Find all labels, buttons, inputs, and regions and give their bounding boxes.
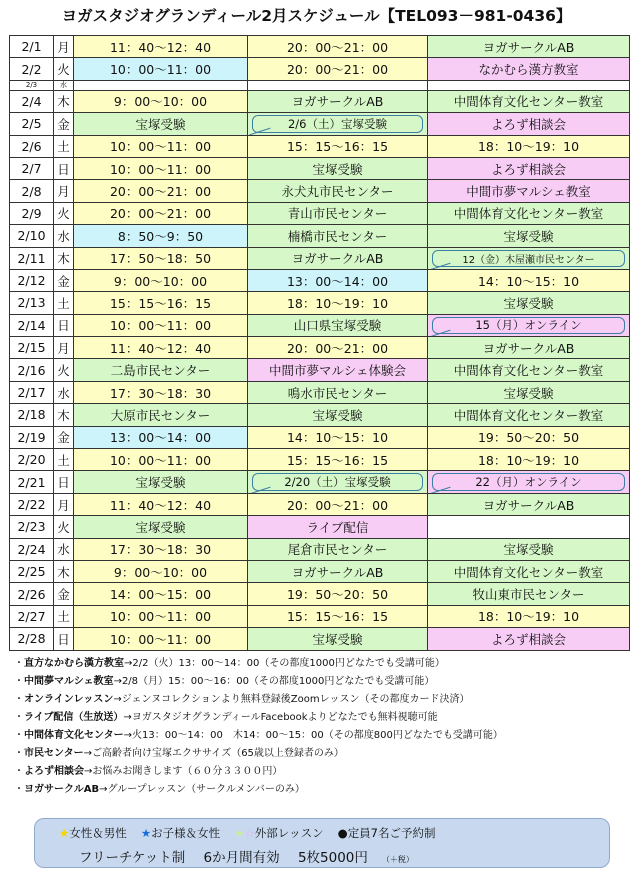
schedule-cell: 20：00〜21：00 <box>74 180 248 202</box>
note-body: →ご高齢者向け宝塚エクササイズ（65歳以上登録者のみ） <box>83 748 344 759</box>
note-heading: 直方なかむら漢方教室 <box>24 658 124 669</box>
row-weekday: 木 <box>54 90 74 112</box>
schedule-cell: よろず相談会 <box>428 113 630 135</box>
schedule-cell: 20：00〜21：00 <box>248 36 428 58</box>
schedule-cell: なかむら漢方教室 <box>428 58 630 80</box>
note-item: ・ライブ配信（生放送）→ヨガスタジオグランディールFacebookよりどなたでも無料視聴可能 <box>14 712 438 723</box>
schedule-cell: 宝塚受験 <box>428 381 630 403</box>
row-date: 2/16 <box>10 359 54 381</box>
star-icon: ● <box>337 826 348 840</box>
row-weekday: 金 <box>54 269 74 291</box>
note-heading: ライブ配信（生放送） <box>24 712 124 723</box>
note-body: →火13：00〜14：00 木14：00〜15：00（その都度800円どなたでも受講可能） <box>123 730 503 741</box>
row-date: 2/15 <box>10 337 54 359</box>
schedule-cell: 15：15〜16：15 <box>74 292 248 314</box>
schedule-cell: 宝塚受験 <box>428 538 630 560</box>
schedule-row <box>10 493 630 515</box>
row-weekday: 水 <box>54 225 74 247</box>
schedule-row <box>10 628 630 650</box>
row-date: 2/14 <box>10 314 54 336</box>
row-weekday: 水 <box>54 80 74 90</box>
note-body: →ヨガスタジオグランディールFacebookよりどなたでも無料視聴可能 <box>123 712 438 723</box>
note-callout: 2/6（土）宝塚受験 <box>252 115 423 132</box>
schedule-cell: 宝塚受験 <box>428 292 630 314</box>
schedule-cell: 14：00〜15：00 <box>74 583 248 605</box>
note-item: ・市民センター→ご高齢者向け宝塚エクササイズ（65歳以上登録者のみ） <box>14 748 344 759</box>
legend-label: お子様＆女性 <box>151 826 221 840</box>
schedule-cell <box>428 247 630 269</box>
note-callout: 15（月）オンライン <box>432 317 625 334</box>
row-weekday: 金 <box>54 426 74 448</box>
row-date: 2/21 <box>10 471 54 493</box>
schedule-cell: 9：00〜10：00 <box>74 90 248 112</box>
legend-label: 外部レッスン <box>254 826 324 840</box>
schedule-row <box>10 58 630 80</box>
schedule-cell: 19：50〜20：50 <box>428 426 630 448</box>
schedule-cell: 楠橋市民センター <box>248 225 428 247</box>
row-date: 2/11 <box>10 247 54 269</box>
legend-item <box>338 826 436 840</box>
legend-item <box>59 826 127 840</box>
schedule-row <box>10 471 630 493</box>
schedule-cell: 青山市民センター <box>248 202 428 224</box>
schedule-cell: 中間体育文化センター教室 <box>428 202 630 224</box>
row-date: 2/25 <box>10 560 54 582</box>
schedule-cell: 13：00〜14：00 <box>74 426 248 448</box>
schedule-cell: 中間体育文化センター教室 <box>428 359 630 381</box>
schedule-cell: 9：00〜10：00 <box>74 269 248 291</box>
page-title: ヨガスタジオグランディール2月スケジュール【TEL093－981-0436】 <box>61 7 572 25</box>
schedule-cell: 18：10〜19：10 <box>248 292 428 314</box>
legend-item <box>141 826 220 840</box>
note-heading: 中間夢マルシェ教室 <box>24 676 114 687</box>
note-item: ・ヨガサークルAB→グループレッスン（サークルメンバーのみ） <box>14 784 305 795</box>
schedule-row <box>10 80 630 90</box>
row-date: 2/19 <box>10 426 54 448</box>
star-outline-icon: ☆ <box>244 826 255 840</box>
schedule-row <box>10 538 630 560</box>
schedule-cell <box>428 314 630 336</box>
note-body: →2/8（月）15：00〜16：00（その都度1000円どなたでも受講可能） <box>113 676 435 687</box>
row-date: 2/10 <box>10 225 54 247</box>
schedule-cell: 中間市夢マルシェ体験会 <box>248 359 428 381</box>
schedule-cell: 9：00〜10：00 <box>74 560 248 582</box>
ticket-type: フリーチケット制 <box>79 850 186 866</box>
schedule-cell: 尾倉市民センター <box>248 538 428 560</box>
schedule-cell: 永犬丸市民センター <box>248 180 428 202</box>
row-weekday: 金 <box>54 113 74 135</box>
note-item: ・よろず相談会→お悩みお聞きします（６０分３３００円） <box>14 766 283 777</box>
schedule-row <box>10 90 630 112</box>
row-weekday: 水 <box>54 538 74 560</box>
row-date: 2/9 <box>10 202 54 224</box>
row-weekday: 日 <box>54 314 74 336</box>
schedule-cell: 宝塚受験 <box>248 628 428 650</box>
row-weekday: 月 <box>54 493 74 515</box>
schedule-cell <box>248 113 428 135</box>
schedule-cell: 13：00〜14：00 <box>248 269 428 291</box>
schedule-row <box>10 449 630 471</box>
schedule-cell: 中間市夢マルシェ教室 <box>428 180 630 202</box>
schedule-cell <box>248 80 428 90</box>
schedule-row <box>10 381 630 403</box>
schedule-cell <box>74 80 248 90</box>
schedule-cell: 山口県宝塚受験 <box>248 314 428 336</box>
schedule-row <box>10 225 630 247</box>
row-date: 2/27 <box>10 605 54 627</box>
schedule-row <box>10 36 630 58</box>
row-date: 2/3 <box>10 80 54 90</box>
row-weekday: 木 <box>54 404 74 426</box>
ticket-price: 5枚5000円 <box>297 850 368 866</box>
star-icon: ★ <box>140 826 152 840</box>
schedule-cell: よろず相談会 <box>428 628 630 650</box>
row-date: 2/8 <box>10 180 54 202</box>
row-date: 2/2 <box>10 58 54 80</box>
schedule-cell: 17：50〜18：50 <box>74 247 248 269</box>
schedule-cell: 鳴水市民センター <box>248 381 428 403</box>
row-weekday: 火 <box>54 202 74 224</box>
star-icon: ★ <box>59 826 70 840</box>
schedule-cell: ヨガサークルAB <box>248 247 428 269</box>
schedule-cell: 10：00〜11：00 <box>74 157 248 179</box>
schedule-cell: ヨガサークルAB <box>428 493 630 515</box>
schedule-cell: 宝塚受験 <box>74 516 248 538</box>
schedule-table <box>9 35 630 651</box>
schedule-cell: 10：00〜11：00 <box>74 605 248 627</box>
schedule-cell: ヨガサークルAB <box>428 337 630 359</box>
schedule-cell: 14：10〜15：10 <box>428 269 630 291</box>
row-date: 2/18 <box>10 404 54 426</box>
note-callout: 12（金）木屋瀬市民センター <box>432 250 625 267</box>
note-heading: ヨガサークルAB <box>24 784 100 795</box>
schedule-row <box>10 269 630 291</box>
schedule-cell <box>248 471 428 493</box>
row-weekday: 木 <box>54 560 74 582</box>
note-callout: 22（月）オンライン <box>432 473 625 490</box>
row-date: 2/26 <box>10 583 54 605</box>
schedule-row <box>10 135 630 157</box>
schedule-cell <box>428 80 630 90</box>
schedule-cell: 10：00〜11：00 <box>74 314 248 336</box>
note-body: →ジェンヌコレクションより無料登録後Zoomレッスン（その都度カード決済） <box>113 694 470 705</box>
row-date: 2/5 <box>10 113 54 135</box>
note-item: ・中間体育文化センター→火13：00〜14：00 木14：00〜15：00（その都度800円どなたでも受講可能） <box>14 730 503 741</box>
schedule-cell: 宝塚受験 <box>428 225 630 247</box>
row-date: 2/17 <box>10 381 54 403</box>
schedule-cell: 18：10〜19：10 <box>428 605 630 627</box>
schedule-cell: 19：50〜20：50 <box>248 583 428 605</box>
row-weekday: 火 <box>54 359 74 381</box>
schedule-cell: ヨガサークルAB <box>248 90 428 112</box>
schedule-cell: 15：15〜16：15 <box>248 449 428 471</box>
schedule-row <box>10 516 630 538</box>
schedule-cell: 大原市民センター <box>74 404 248 426</box>
row-weekday: 金 <box>54 583 74 605</box>
row-weekday: 土 <box>54 292 74 314</box>
note-body: →お悩みお聞きします（６０分３３００円） <box>84 766 283 777</box>
schedule-cell: 11：40〜12：40 <box>74 36 248 58</box>
note-item: ・中間夢マルシェ教室→2/8（月）15：00〜16：00（その都度1000円どなたでも受講可能） <box>14 676 435 687</box>
row-weekday: 火 <box>54 516 74 538</box>
schedule-row <box>10 247 630 269</box>
schedule-row <box>10 359 630 381</box>
note-callout: 2/20（土）宝塚受験 <box>252 473 423 490</box>
schedule-row <box>10 157 630 179</box>
row-date: 2/23 <box>10 516 54 538</box>
note-heading: 中間体育文化センター <box>24 730 124 741</box>
schedule-cell: 宝塚受験 <box>74 113 248 135</box>
legend-label: 女性＆男性 <box>69 826 127 840</box>
row-weekday: 土 <box>54 449 74 471</box>
schedule-cell: 二島市民センター <box>74 359 248 381</box>
row-date: 2/1 <box>10 36 54 58</box>
row-date: 2/7 <box>10 157 54 179</box>
ticket-period: 6か月間有効 <box>203 850 280 866</box>
schedule-row <box>10 404 630 426</box>
row-weekday: 月 <box>54 337 74 359</box>
schedule-cell: 15：15〜16：15 <box>248 135 428 157</box>
promo-ticket-line <box>79 846 428 866</box>
schedule-cell: 20：00〜21：00 <box>74 202 248 224</box>
row-date: 2/12 <box>10 269 54 291</box>
row-weekday: 土 <box>54 605 74 627</box>
row-weekday: 火 <box>54 58 74 80</box>
schedule-cell <box>428 516 630 538</box>
notes-list <box>14 655 626 799</box>
row-weekday: 日 <box>54 628 74 650</box>
row-weekday: 月 <box>54 180 74 202</box>
row-weekday: 水 <box>54 381 74 403</box>
schedule-row <box>10 292 630 314</box>
row-date: 2/24 <box>10 538 54 560</box>
schedule-cell: 宝塚受験 <box>248 157 428 179</box>
schedule-cell: 20：00〜21：00 <box>248 337 428 359</box>
note-item: ・オンラインレッスン→ジェンヌコレクションより無料登録後Zoomレッスン（その都度カード決済） <box>14 694 470 705</box>
row-date: 2/28 <box>10 628 54 650</box>
row-weekday: 月 <box>54 36 74 58</box>
schedule-cell: 中間体育文化センター教室 <box>428 560 630 582</box>
schedule-cell: 17：30〜18：30 <box>74 381 248 403</box>
note-item: ・直方なかむら漢方教室→2/2（火）13：00〜14：00（その都度1000円どなたでも受講可能） <box>14 658 445 669</box>
schedule-cell: ヨガサークルAB <box>248 560 428 582</box>
schedule-cell: 20：00〜21：00 <box>248 58 428 80</box>
schedule-cell: ヨガサークルAB <box>428 36 630 58</box>
schedule-cell: よろず相談会 <box>428 157 630 179</box>
row-weekday: 日 <box>54 157 74 179</box>
row-weekday: 木 <box>54 247 74 269</box>
schedule-cell: 20：00〜21：00 <box>248 493 428 515</box>
schedule-cell: 牧山東市民センター <box>428 583 630 605</box>
schedule-row <box>10 180 630 202</box>
note-body: →グループレッスン（サークルメンバーのみ） <box>99 784 305 795</box>
schedule-cell: 10：00〜11：00 <box>74 135 248 157</box>
note-heading: よろず相談会 <box>24 766 84 777</box>
promo-box <box>34 818 610 868</box>
schedule-row <box>10 583 630 605</box>
schedule-cell: 宝塚受験 <box>248 404 428 426</box>
schedule-row <box>10 605 630 627</box>
row-weekday: 土 <box>54 135 74 157</box>
note-heading: オンラインレッスン <box>24 694 114 705</box>
row-date: 2/20 <box>10 449 54 471</box>
schedule-cell: 18：10〜19：10 <box>428 135 630 157</box>
row-date: 2/22 <box>10 493 54 515</box>
schedule-cell: 18：10〜19：10 <box>428 449 630 471</box>
promo-legend <box>59 825 450 841</box>
schedule-cell: 10：00〜11：00 <box>74 449 248 471</box>
row-weekday: 日 <box>54 471 74 493</box>
note-body: →2/2（火）13：00〜14：00（その都度1000円どなたでも受講可能） <box>124 658 445 669</box>
schedule-cell: 14：10〜15：10 <box>248 426 428 448</box>
schedule-cell: 中間体育文化センター教室 <box>428 404 630 426</box>
schedule-cell: 10：00〜11：00 <box>74 628 248 650</box>
row-date: 2/4 <box>10 90 54 112</box>
legend-item <box>234 826 324 840</box>
schedule-row <box>10 560 630 582</box>
schedule-cell <box>428 471 630 493</box>
schedule-row <box>10 314 630 336</box>
schedule-cell: 10：00〜11：00 <box>74 58 248 80</box>
schedule-cell: 17：30〜18：30 <box>74 538 248 560</box>
row-date: 2/6 <box>10 135 54 157</box>
schedule-cell: 宝塚受験 <box>74 471 248 493</box>
row-date: 2/13 <box>10 292 54 314</box>
schedule-cell: 11：40〜12：40 <box>74 337 248 359</box>
star-icon: ★ <box>234 826 245 840</box>
schedule-row <box>10 426 630 448</box>
note-heading: 市民センター <box>24 748 84 759</box>
schedule-cell: 11：40〜12：40 <box>74 493 248 515</box>
schedule-row <box>10 337 630 359</box>
schedule-cell: 15：15〜16：15 <box>248 605 428 627</box>
schedule-cell: 中間体育文化センター教室 <box>428 90 630 112</box>
schedule-cell: ライブ配信 <box>248 516 428 538</box>
schedule-row <box>10 113 630 135</box>
schedule-row <box>10 202 630 224</box>
ticket-tax: （＋税） <box>381 855 414 864</box>
schedule-cell: 8：50〜9：50 <box>74 225 248 247</box>
legend-label: 定員7名ご予約制 <box>347 826 436 840</box>
